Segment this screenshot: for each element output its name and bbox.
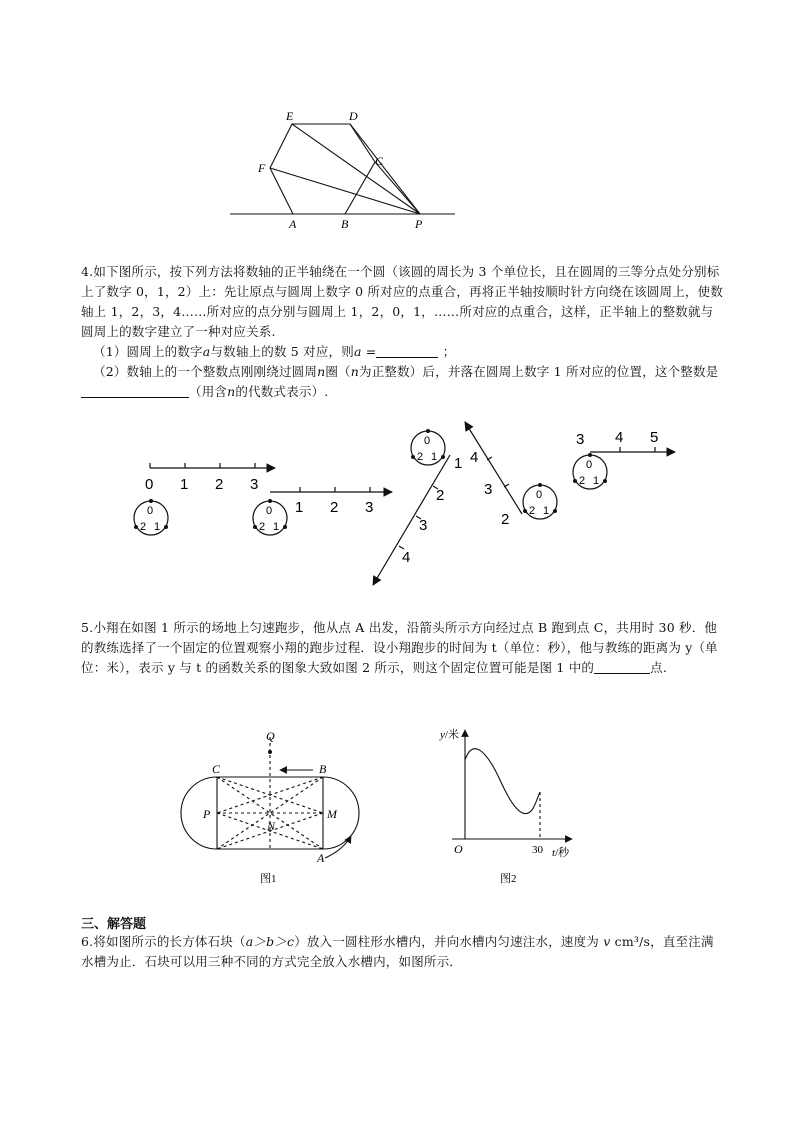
- c4-digit-1: 1: [543, 505, 550, 517]
- axis2-tick-3: 3: [365, 499, 374, 516]
- c3-digit-1: 1: [431, 451, 438, 463]
- c5-digit-2: 2: [579, 475, 586, 487]
- fig2-ylabel: y/米: [440, 729, 459, 741]
- label-c: C: [375, 154, 384, 168]
- c1-digit-1: 1: [154, 521, 161, 533]
- label-f: F: [258, 161, 266, 175]
- axis1-tick-2: 2: [215, 476, 224, 493]
- c2-digit-1: 1: [273, 521, 280, 533]
- section-title: 三、解答题: [81, 917, 147, 932]
- q4-sub2: （2）数轴上的一个整数点刚刚绕过圆周n圈（n为正整数）后，并落在圆周上数字 1 所对应的位置，这个整数是（用含n的代数式表示）.: [81, 362, 726, 402]
- label-a: A: [289, 217, 297, 231]
- axis3-tick-3: 3: [419, 517, 428, 534]
- c1-digit-0: 0: [147, 505, 154, 517]
- fig1-label-p: P: [203, 807, 211, 821]
- axis5-tick-5: 5: [650, 429, 659, 446]
- number-line-figure: [120, 410, 690, 595]
- axis1-tick-0: 0: [145, 476, 154, 493]
- fig1-label-q: Q: [266, 729, 275, 743]
- hexagon-figure: [220, 100, 470, 235]
- answer-blank-2[interactable]: [81, 384, 189, 398]
- axis5-tick-4: 4: [615, 429, 624, 446]
- figure-2-graph: [432, 722, 582, 890]
- fig2-origin: O: [454, 842, 463, 856]
- fig1-label-n: N: [267, 819, 276, 833]
- label-b: B: [341, 217, 349, 231]
- fig1-caption: 图1: [260, 873, 277, 885]
- axis3-tick-2: 2: [436, 487, 445, 504]
- axis3-tick-1: 1: [454, 455, 463, 472]
- figure-1-track: [175, 722, 375, 890]
- c5-digit-0: 0: [586, 459, 593, 471]
- c4-digit-2: 2: [529, 505, 536, 517]
- label-d: D: [349, 109, 358, 123]
- axis2-tick-1: 1: [295, 499, 304, 516]
- fig1-label-m: M: [327, 807, 337, 821]
- axis4-tick-3: 3: [484, 481, 493, 498]
- fig2-tick-30: 30: [532, 844, 543, 856]
- axis5-tick-3: 3: [576, 431, 585, 448]
- question-6: [81, 932, 726, 972]
- q4-text: 4.如下图所示，按下列方法将数轴的正半轴绕在一个圆（该圆的周长为 3 个单位长，且在圆周的三等分点处分别标上了数字 0，1，2）上：先让原点与圆周上数字 0 所对应的点重合，再将正半轴按顺时针方向绕在该圆周上，使数轴上 1，2，3，4……所对应的点分别与圆周上 1，2，0，1，……所对应的点重合，这样，正半轴上的整数就与圆周上的数字建立了一种对应关系.: [81, 264, 724, 339]
- c2-digit-2: 2: [259, 521, 266, 533]
- question-5: [81, 618, 726, 678]
- axis2-tick-2: 2: [330, 499, 339, 516]
- fig1-label-a: A: [317, 851, 325, 865]
- c3-digit-0: 0: [424, 435, 431, 447]
- fig1-label-c: C: [212, 762, 221, 776]
- question-4: [81, 262, 726, 402]
- label-p: P: [415, 217, 423, 231]
- fig2-xlabel: t/秒: [552, 847, 570, 859]
- answer-blank-3[interactable]: [594, 660, 650, 674]
- c3-digit-2: 2: [417, 451, 424, 463]
- axis4-tick-4: 4: [470, 449, 479, 466]
- answer-blank-1[interactable]: [376, 344, 438, 358]
- q5-text: 5.小翔在如图 1 所示的场地上匀速跑步，他从点 A 出发，沿箭头所示方向经过点 B 跑到点 C，共用时 30 秒．他的教练选择了一个固定的位置观察小翔的跑步过程．设小翔跑步的时间为 t（单位：秒），他与教练的距离为 y（单位：米），表示 y 与 t 的函数关系的图象大致如图 2 所示，则这个固定位置可能是图 1 中的 点.: [81, 620, 718, 675]
- c2-digit-0: 0: [266, 505, 273, 517]
- fig2-caption: 图2: [500, 873, 517, 885]
- axis1-tick-1: 1: [180, 476, 189, 493]
- fig1-label-b: B: [319, 762, 327, 776]
- axis3-tick-4: 4: [402, 549, 411, 566]
- label-e: E: [286, 109, 294, 123]
- axis1-tick-3: 3: [250, 476, 259, 493]
- c4-digit-0: 0: [536, 489, 543, 501]
- c5-digit-1: 1: [593, 475, 600, 487]
- q4-sub1: （1）圆周上的数字a与数轴上的数 5 对应，则a = ；: [93, 344, 456, 359]
- q6-text: 6.将如图所示的长方体石块（a＞b＞c）放入一圆柱形水槽内，并向水槽内匀速注水，速度为 v cm³/s，直至注满水槽为止．石块可以用三种不同的方式完全放入水槽内，如图所示．: [81, 934, 714, 969]
- axis4-tick-2: 2: [501, 511, 510, 528]
- c1-digit-2: 2: [140, 521, 147, 533]
